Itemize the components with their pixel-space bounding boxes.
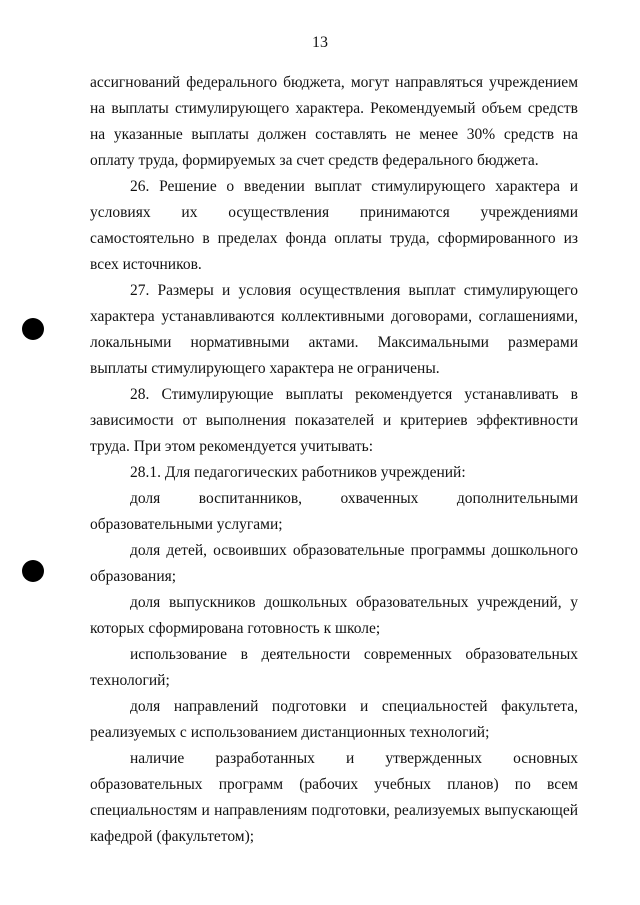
document-body [90, 70, 578, 850]
paragraph-28-1: 28.1. Для педагогических работников учреждений: [130, 464, 466, 481]
list-item: наличие разработанных и утвержденных основных образовательных программ (рабочих учебных планов) по всем специальностям и направлениям подготовки, реализуемых выпускающей кафедрой (факультетом); [90, 750, 578, 845]
list-item: использование в деятельности современных образовательных технологий; [90, 646, 578, 689]
page-number: 13 [312, 34, 328, 51]
paragraph-26: 26. Решение о введении выплат стимулирующего характера и условиях их осуществления принимаются учреждениями самостоятельно в пределах фонда оплаты труда, сформированного из всех источников. [90, 178, 578, 273]
punch-hole-bottom [22, 560, 44, 582]
list-item: доля направлений подготовки и специальностей факультета, реализуемых с использованием дистанционных технологий; [90, 698, 578, 741]
paragraph-28: 28. Стимулирующие выплаты рекомендуется устанавливать в зависимости от выполнения показателей и критериев эффективности труда. При этом рекомендуется учитывать: [90, 386, 578, 455]
list-item: доля детей, освоивших образовательные программы дошкольного образования; [90, 542, 578, 585]
paragraph-continuation: ассигнований федерального бюджета, могут направляться учреждением на выплаты стимулирующего характера. Рекомендуемый объем средств на указанные выплаты должен составлять не менее 30% средств на оплату труда, формируемых за счет средств федерального бюджета. [90, 74, 578, 169]
list-item: доля воспитанников, охваченных дополнительными образовательными услугами; [90, 490, 578, 533]
list-item: доля выпускников дошкольных образовательных учреждений, у которых сформирована готовность к школе; [90, 594, 578, 637]
paragraph-27: 27. Размеры и условия осуществления выплат стимулирующего характера устанавливаются коллективными договорами, соглашениями, локальными нормативными актами. Максимальными размерами выплаты стимулирующего характера не ограничены. [90, 282, 578, 377]
punch-hole-top [22, 318, 44, 340]
